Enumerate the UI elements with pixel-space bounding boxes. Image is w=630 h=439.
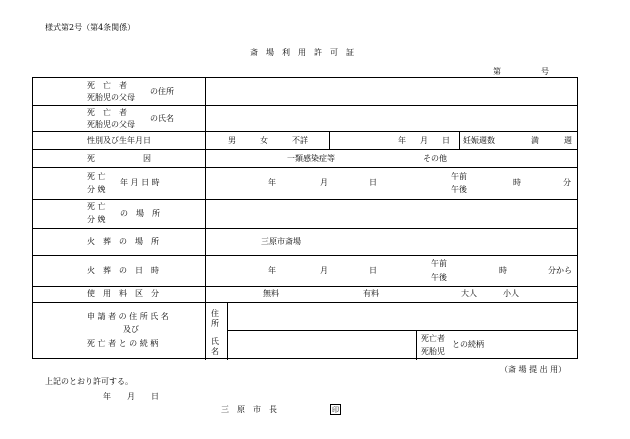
applicant-address-label-b: 所 [211, 319, 219, 328]
name-field[interactable] [207, 107, 575, 129]
cremation-place-value: 三原市斎場 [261, 237, 301, 246]
sex-unknown[interactable]: 不詳 [292, 136, 308, 145]
death-time-label-suffix: 年 月 日 時 [120, 178, 160, 187]
death-place-field[interactable] [207, 201, 575, 225]
fee-paid[interactable]: 有料 [363, 289, 379, 298]
applicant-name-label-a: 氏 [211, 337, 219, 346]
death-hour: 時 [513, 178, 521, 187]
form-number: 様式第2号（第4条関係） [45, 23, 136, 32]
fee-label: 使 用 料 区 分 [87, 289, 159, 298]
name-label-2: 死胎児の父母 [87, 120, 135, 129]
address-field[interactable] [207, 80, 575, 102]
form-title: 斎 場 利 用 許 可 証 [250, 48, 354, 57]
cause-option-1[interactable]: 一類感染症等 [287, 154, 335, 163]
death-month: 月 [320, 178, 328, 187]
approval-date: 年 月 日 [103, 392, 159, 401]
applicant-label-2: 及び [123, 325, 139, 334]
death-time-label-2: 分 娩 [87, 185, 106, 194]
name-label-1: 死 亡 者 [87, 108, 127, 117]
death-pm[interactable]: 午後 [451, 185, 467, 194]
death-place-label-1: 死 亡 [87, 202, 106, 211]
fee-free[interactable]: 無料 [263, 289, 279, 298]
death-minute: 分 [563, 178, 571, 187]
death-place-label-2: 分 娩 [87, 215, 106, 224]
applicant-name-label-b: 名 [211, 347, 219, 356]
seal-icon: 印 [332, 406, 339, 414]
applicant-name-field[interactable] [229, 332, 414, 358]
cremation-pm[interactable]: 午後 [431, 273, 447, 282]
cause-option-2[interactable]: その他 [423, 154, 447, 163]
address-label-1: 死 亡 者 [87, 81, 127, 90]
cremation-from: 分から [548, 266, 572, 275]
cremation-year: 年 [268, 266, 276, 275]
death-place-label-suffix: の 場 所 [120, 209, 160, 218]
death-year: 年 [268, 178, 276, 187]
address-label-suffix: の住所 [150, 87, 174, 96]
mayor-label: 三 原 市 長 [221, 405, 277, 414]
applicant-label-3: 死 亡 者 と の 続 柄 [87, 339, 159, 348]
applicant-address-field[interactable] [229, 304, 575, 328]
cremation-time-label: 火 葬 の 日 時 [87, 266, 159, 275]
submit-note: （斎 場 提 出 用） [500, 365, 567, 374]
cremation-place-label: 火 葬 の 場 所 [87, 237, 159, 246]
permit-number-label: 第 号 [493, 67, 549, 76]
death-time-label-1: 死 亡 [87, 172, 106, 181]
applicant-label-1: 申 請 者 の 住 所 氏 名 [87, 312, 169, 321]
birth-month: 月 [420, 136, 428, 145]
cremation-am[interactable]: 午前 [431, 259, 447, 268]
sex-birth-label: 性別及び生年月日 [87, 136, 151, 145]
gestation-label: 妊娠週数 [463, 136, 495, 145]
applicant-address-label-a: 住 [211, 309, 219, 318]
cause-label: 死 因 [87, 154, 151, 163]
relation-suffix: との続柄 [452, 340, 484, 349]
cremation-day: 日 [369, 266, 377, 275]
cremation-month: 月 [320, 266, 328, 275]
cremation-hour: 時 [499, 266, 507, 275]
permit-form-table [32, 77, 578, 359]
birth-year: 年 [398, 136, 406, 145]
relation-deceased[interactable]: 死亡者 [421, 334, 445, 343]
sex-female[interactable]: 女 [260, 136, 268, 145]
sex-male[interactable]: 男 [228, 136, 236, 145]
relation-stillborn[interactable]: 死胎児 [421, 347, 445, 356]
fee-child[interactable]: 小人 [503, 289, 519, 298]
birth-day: 日 [442, 136, 450, 145]
fee-adult[interactable]: 大人 [461, 289, 477, 298]
gestation-weeks: 週 [564, 136, 572, 145]
address-label-2: 死胎児の父母 [87, 93, 135, 102]
death-am[interactable]: 午前 [451, 172, 467, 181]
death-day: 日 [369, 178, 377, 187]
name-label-suffix: の氏名 [150, 114, 174, 123]
approval-text: 上記のとおり許可する。 [45, 377, 133, 386]
gestation-full: 満 [531, 136, 539, 145]
